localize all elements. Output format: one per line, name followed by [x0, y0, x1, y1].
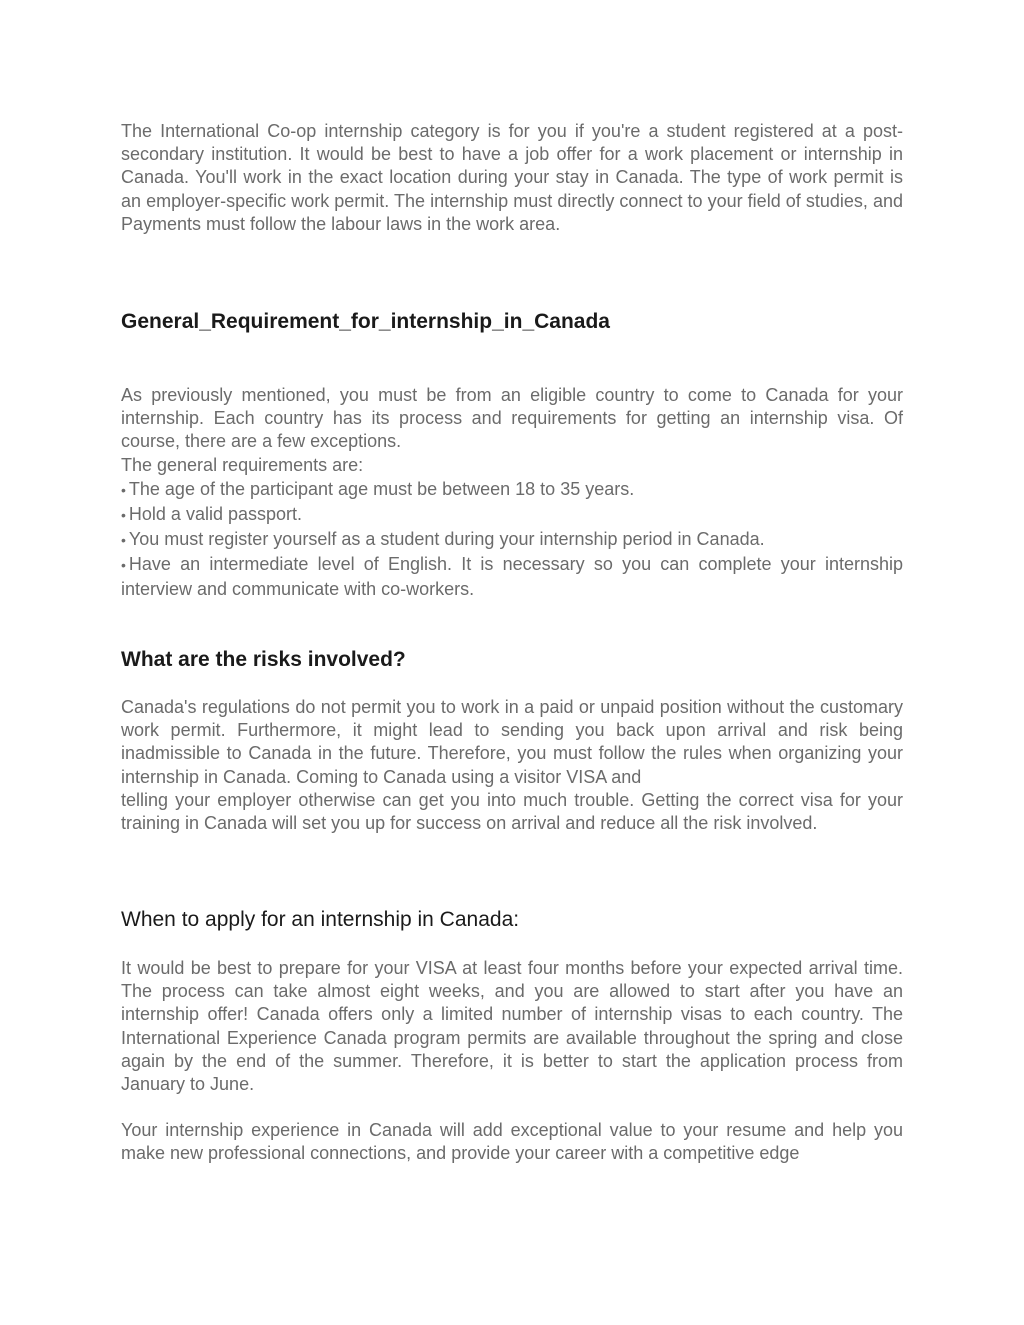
when-to-apply-paragraph: It would be best to prepare for your VISA at least four months before your expected arrival time. The process can take almost eight weeks, and you are allowed to start after you have an internship offer! Canada offers only a limited number of internship visas to each country. The International Experience Canada program permits are available throughout the spring and close again by the end of the summer. Therefore, it is better to start the application process from January to June. [121, 958, 903, 1095]
requirements-lead: The general requirements are: [121, 454, 364, 475]
closing-paragraph: Your internship experience in Canada will add exceptional value to your resume and help you make new professional connections, and provide your career with a competitive edge [121, 1120, 903, 1164]
when-to-apply-heading: When to apply for an internship in Canada: [121, 908, 520, 931]
list-item [121, 477, 903, 502]
list-item-text: You must register yourself as a student during your internship period in Canada. [128, 528, 765, 549]
general-requirements-paragraph: As previously mentioned, you must be from an eligible country to come to Canada for your internship. Each country has its process and requirements for getting an internship visa. Of course, there are a few exceptions. [121, 385, 903, 452]
bullet-icon: • [121, 556, 126, 573]
bullet-icon: • [121, 481, 126, 498]
risks-paragraph-part-1: Canada's regulations do not permit you to work in a paid or unpaid position without the customary work permit. Furthermore, it might lead to sending you back upon arrival and risk being inadmissible to Canada in the future. Therefore, you must follow the rules when organizing your internship in Canada. Coming to Canada using a visitor VISA and [121, 697, 903, 787]
list-item [121, 527, 903, 552]
bullet-icon: • [121, 506, 126, 523]
list-item [121, 502, 903, 527]
risks-paragraph-part-2: telling your employer otherwise can get you into much trouble. Getting the correct visa for your training in Canada will set you up for success on arrival and reduce all the risk involved. [121, 789, 903, 834]
bullet-icon: • [121, 531, 126, 548]
general-requirements-heading: General_Requirement_for_internship_in_Canada [121, 310, 610, 333]
requirements-list [121, 477, 903, 601]
risks-heading: What are the risks involved? [121, 648, 406, 671]
list-item-text: Hold a valid passport. [128, 503, 302, 524]
intro-paragraph: The International Co-op internship category is for you if you're a student registered at a post-secondary institution. It would be best to have a job offer for a work placement or internship in Canada. You'll work in the exact location during your stay in Canada. The type of work permit is an employer-specific work permit. The internship must directly connect to your field of studies, and Payments must follow the labour laws in the work area. [121, 121, 903, 234]
general-requirements-section [121, 384, 903, 601]
list-item [121, 552, 903, 601]
list-item-text: Have an intermediate level of English. It is necessary so you can complete your internship interview and communicate with co-workers. [121, 553, 903, 599]
list-item-text: The age of the participant age must be between 18 to 35 years. [128, 478, 635, 499]
risks-section [121, 696, 903, 835]
